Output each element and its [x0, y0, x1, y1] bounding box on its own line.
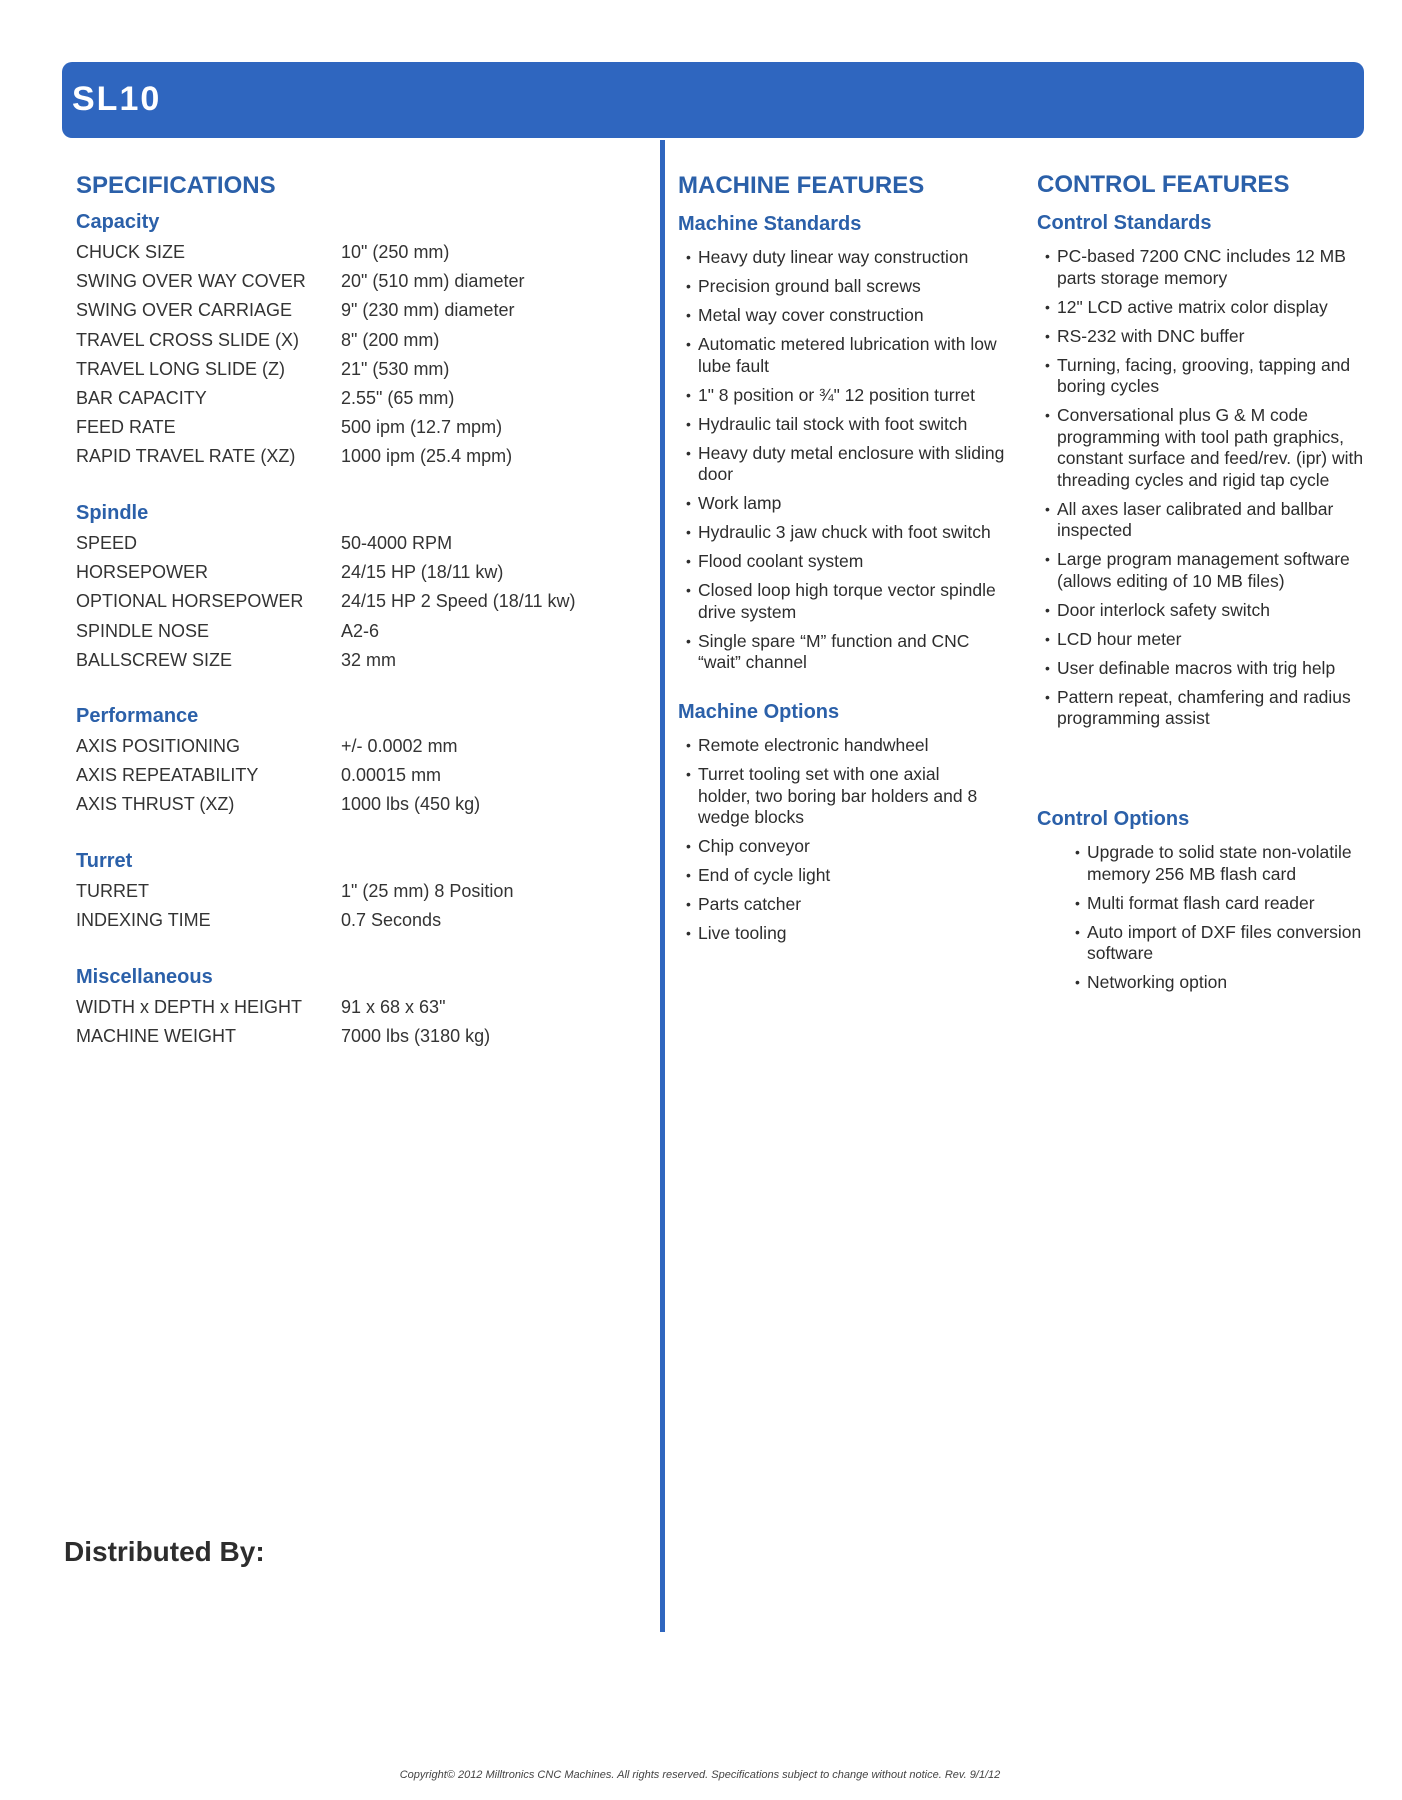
control-standards-list [1045, 246, 1375, 737]
list-item: • Conversational plus G & M code programming with tool path graphics, constant surface and feed/rev. (ipr) with threading cycles and rigid tap cycle [1045, 405, 1375, 491]
list-item: • Hydraulic tail stock with foot switch [686, 414, 1016, 436]
spec-row [76, 906, 616, 935]
spec-value: 2.55" (65 mm) [341, 388, 455, 409]
spec-label: AXIS POSITIONING [76, 736, 241, 757]
spec-value: 24/15 HP (18/11 kw) [341, 562, 504, 583]
spec-group-capacity [76, 211, 616, 472]
spec-label: INDEXING TIME [76, 910, 211, 931]
specifications-title: SPECIFICATIONS [76, 172, 276, 199]
list-item: • Flood coolant system [686, 551, 1016, 573]
list-item: • Networking option [1075, 972, 1375, 994]
control-features-title: CONTROL FEATURES [1037, 171, 1290, 198]
distributed-by-label: Distributed By: [64, 1536, 265, 1567]
control-options-title: Control Options [1037, 808, 1190, 830]
machine-options-title: Machine Options [678, 701, 840, 723]
spec-label: WIDTH x DEPTH x HEIGHT [76, 997, 302, 1018]
list-item: • Parts catcher [686, 894, 986, 916]
spec-row [76, 384, 616, 413]
spec-label: MACHINE WEIGHT [76, 1026, 236, 1047]
machine-options-list [686, 735, 986, 952]
control-standards-title: Control Standards [1037, 212, 1212, 234]
spec-group-miscellaneous [76, 966, 616, 1051]
spec-value: 7000 lbs (3180 kg) [341, 1026, 491, 1047]
spec-label: RAPID TRAVEL RATE (XZ) [76, 446, 296, 467]
spec-group-title: Capacity [76, 211, 160, 233]
machine-features-title: MACHINE FEATURES [678, 172, 925, 199]
spec-group-title: Performance [76, 705, 199, 727]
list-item: • Turning, facing, grooving, tapping and boring cycles [1045, 355, 1375, 398]
control-options-list [1075, 842, 1375, 1001]
spec-label: FEED RATE [76, 417, 176, 438]
spec-row [76, 326, 616, 355]
list-item: • End of cycle light [686, 865, 986, 887]
spec-label: AXIS THRUST (XZ) [76, 794, 235, 815]
spec-group-title: Turret [76, 850, 133, 872]
list-item: • Hydraulic 3 jaw chuck with foot switch [686, 522, 1016, 544]
spec-row [76, 617, 616, 646]
list-item: • LCD hour meter [1045, 629, 1375, 651]
list-item: • Automatic metered lubrication with low lube fault [686, 334, 1016, 377]
spec-value: +/- 0.0002 mm [341, 736, 458, 757]
list-item: • Single spare “M” function and CNC “wait” channel [686, 631, 1016, 674]
spec-group-title: Spindle [76, 502, 149, 524]
spec-label: SWING OVER CARRIAGE [76, 300, 293, 321]
list-item: • Closed loop high torque vector spindle drive system [686, 580, 1016, 623]
list-item: • Upgrade to solid state non-volatile memory 256 MB flash card [1075, 842, 1375, 885]
spec-label: TRAVEL LONG SLIDE (Z) [76, 358, 286, 379]
spec-row [76, 877, 616, 906]
spec-row [76, 790, 616, 819]
list-item: • Heavy duty metal enclosure with sliding door [686, 443, 1016, 486]
list-item: • 12" LCD active matrix color display [1045, 297, 1375, 319]
spec-label: SWING OVER WAY COVER [76, 271, 306, 292]
spec-value: 20" (510 mm) diameter [341, 271, 525, 292]
list-item: • Heavy duty linear way construction [686, 247, 1016, 269]
spec-value: 1" (25 mm) 8 Position [341, 881, 514, 902]
spec-label: HORSEPOWER [76, 562, 209, 583]
spec-label: SPEED [76, 533, 138, 554]
list-item: • Auto import of DXF files conversion software [1075, 922, 1375, 965]
list-item: • User definable macros with trig help [1045, 658, 1375, 680]
spec-value: 91 x 68 x 63" [341, 997, 446, 1018]
machine-standards-list [686, 247, 1016, 681]
spec-row [76, 993, 616, 1022]
list-item: • 1" 8 position or ¾" 12 position turret [686, 385, 1016, 407]
spec-group-performance [76, 705, 616, 820]
spec-row [76, 442, 616, 471]
list-item: • Large program management software (allows editing of 10 MB files) [1045, 549, 1375, 592]
spec-row [76, 646, 616, 675]
spec-label: OPTIONAL HORSEPOWER [76, 591, 304, 612]
copyright-notice: Copyright© 2012 Milltronics CNC Machines. All rights reserved. Specifications subject to change without notice. Rev. 9/1/12 [399, 1769, 1001, 1781]
list-item: • Work lamp [686, 493, 1016, 515]
spec-label: BAR CAPACITY [76, 388, 207, 409]
list-item: • Chip conveyor [686, 836, 986, 858]
spec-label: AXIS REPEATABILITY [76, 765, 259, 786]
spec-value: 1000 ipm (25.4 mpm) [341, 446, 513, 467]
spec-row [76, 296, 616, 325]
spec-row [76, 413, 616, 442]
spec-value: 10" (250 mm) [341, 242, 450, 263]
spec-value: 32 mm [341, 649, 397, 670]
list-item: • Pattern repeat, chamfering and radius programming assist [1045, 687, 1375, 730]
machine-standards-title: Machine Standards [678, 213, 862, 235]
spec-value: 21" (530 mm) [341, 358, 450, 379]
spec-group-turret [76, 850, 616, 935]
spec-value: 24/15 HP 2 Speed (18/11 kw) [341, 591, 576, 612]
spec-value: A2-6 [341, 620, 380, 641]
spec-label: TRAVEL CROSS SLIDE (X) [76, 329, 300, 350]
spec-label: CHUCK SIZE [76, 242, 186, 263]
spec-value: 1000 lbs (450 kg) [341, 794, 481, 815]
spec-value: 8" (200 mm) [341, 329, 440, 350]
spec-label: SPINDLE NOSE [76, 620, 210, 641]
spec-value: 0.00015 mm [341, 765, 442, 786]
spec-row [76, 1022, 616, 1051]
spec-row [76, 761, 616, 790]
list-item: • Multi format flash card reader [1075, 893, 1375, 915]
spec-row [76, 558, 616, 587]
list-item: • Door interlock safety switch [1045, 600, 1375, 622]
list-item: • Metal way cover construction [686, 305, 1016, 327]
spec-row [76, 355, 616, 384]
page-title: SL10 [72, 80, 162, 118]
list-item: • Precision ground ball screws [686, 276, 1016, 298]
spec-group-title: Miscellaneous [76, 966, 213, 988]
spec-row [76, 267, 616, 296]
spec-value: 500 ipm (12.7 mpm) [341, 417, 503, 438]
spec-value: 0.7 Seconds [341, 910, 442, 931]
spec-row [76, 587, 616, 616]
spec-value: 50-4000 RPM [341, 533, 453, 554]
list-item: • All axes laser calibrated and ballbar inspected [1045, 499, 1375, 542]
column-divider [660, 140, 665, 1632]
spec-label: TURRET [76, 881, 149, 902]
list-item: • PC-based 7200 CNC includes 12 MB parts storage memory [1045, 246, 1375, 289]
spec-label: BALLSCREW SIZE [76, 649, 233, 670]
list-item: • Live tooling [686, 923, 986, 945]
list-item: • Remote electronic handwheel [686, 735, 986, 757]
spec-row [76, 529, 616, 558]
list-item: • RS-232 with DNC buffer [1045, 326, 1375, 348]
list-item: • Turret tooling set with one axial holder, two boring bar holders and 8 wedge blocks [686, 764, 986, 829]
spec-row [76, 238, 616, 267]
header-bar [62, 62, 1364, 138]
spec-value: 9" (230 mm) diameter [341, 300, 515, 321]
spec-row [76, 732, 616, 761]
spec-group-spindle [76, 502, 616, 675]
